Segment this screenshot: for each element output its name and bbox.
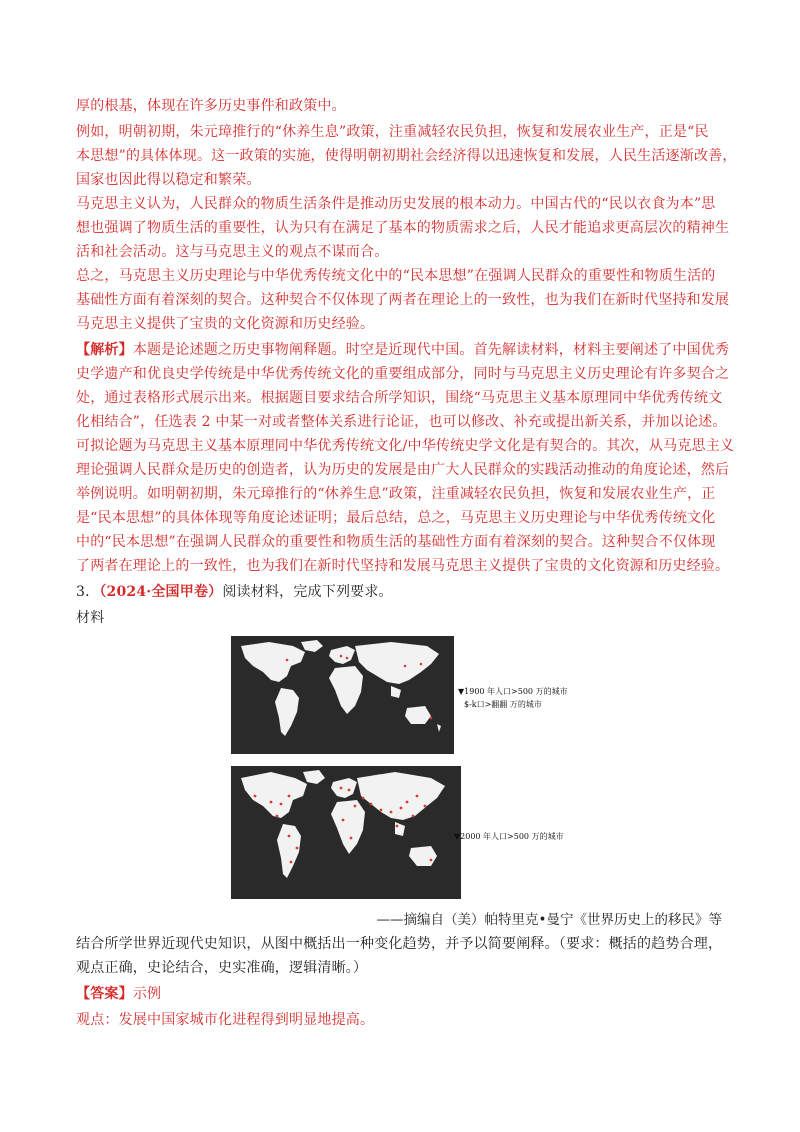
instruction-line: 观点正确，史论结合，史实准确，逻辑清晰。） xyxy=(76,960,368,976)
text-line: 想也强调了物质生活的重要性，认为只有在满足了基本的物质需求之后，人民才能追求更高层次的精神生 xyxy=(76,220,730,236)
text-line: 活和社会活动。这与马克思主义的观点不谋而合。 xyxy=(76,244,389,260)
analysis-tag: 【解析】 xyxy=(76,342,133,358)
question-line xyxy=(76,582,393,602)
text-line: 了两者在理论上的一致性，也为我们在新时代坚持和发展马克思主义提供了宝贵的文化资源和历史经验。 xyxy=(76,558,730,574)
text-line: 马克思主义提供了宝贵的文化资源和历史经验。 xyxy=(76,316,375,332)
text-line: 可拟论题为马克思主义基本原理同中华优秀传统文化/中华传统史学文化是有契合的。其次，从马克思主义 xyxy=(76,438,735,454)
map1-legend-2: $-k口>翻翻 万的城市 xyxy=(464,700,542,709)
map1-legend-1: ▼1900 年人口>500 万的城市 xyxy=(458,687,568,696)
text-line: 是“民本思想”的具体体现等角度论述证明；最后总结，总之，马克思主义历史理论与中华优秀传统文化 xyxy=(76,510,716,526)
text-line: 理论强调人民群众是历史的创造者，认为历史的发展是由广大人民群众的实践活动推动的角度论述，然后 xyxy=(76,462,730,478)
answer-viewpoint: 观点：发展中国家城市化进程得到明显地提高。 xyxy=(76,1012,375,1028)
text-line: 例如，明朝初期，朱元璋推行的“休养生息”政策，注重减轻农民负担，恢复和发展农业生产，正是“民 xyxy=(76,124,709,140)
world-map-2000 xyxy=(231,766,461,899)
map2-legend: ▼2000 年人口>500 万的城市 xyxy=(454,832,564,841)
answer-label: 示例 xyxy=(132,986,162,1002)
text-line: 本思想”的具体体现。这一政策的实施，使得明朝初期社会经济得以迅速恢复和发展，人民生活逐渐改善， xyxy=(76,148,737,164)
text-line: 处，通过表格形式展示出来。根据题目要求结合所学知识，围绕“马克思主义基本原理同中华优秀传统文 xyxy=(76,390,723,406)
question-source: （2024·全国甲卷） xyxy=(99,584,223,600)
question-number: 3． xyxy=(76,584,100,600)
text-line: 中的“民本思想”在强调人民群众的重要性和物质生活的基础性方面有着深刻的契合。这种契合不仅体现 xyxy=(76,534,716,550)
text-line: 基础性方面有着深刻的契合。这种契合不仅体现了两者在理论上的一致性，也为我们在新时代坚持和发展 xyxy=(76,292,730,308)
text-line: 马克思主义认为，人民群众的物质生活条件是推动历史发展的根本动力。中国古代的“民以衣食为本”思 xyxy=(76,196,716,212)
text-line: 厚的根基，体现在许多历史事件和政策中。 xyxy=(76,98,346,114)
answer-line xyxy=(76,984,161,1004)
citation: ——摘编自（美）帕特里克•曼宁《世界历史上的移民》等 xyxy=(376,912,722,928)
text-line: 史学遗产和优良史学传统是中华优秀传统文化的重要组成部分，同时与马克思主义历史理论有许多契合之 xyxy=(76,366,730,382)
answer-tag: 【答案】 xyxy=(76,986,133,1002)
instruction-line: 结合所学世界近现代史知识，从图中概括出一种变化趋势，并予以简要阐释。（要求：概括的趋势合理， xyxy=(76,936,723,952)
world-map-1900 xyxy=(231,636,454,754)
analysis-first-line xyxy=(76,340,729,360)
material-label: 材料 xyxy=(76,610,105,626)
text-line: 化相结合”，任选表 2 中某一对或者整体关系进行论证，也可以修改、补充或提出新关系，并加以论述。 xyxy=(76,414,727,430)
text-line: 总之，马克思主义历史理论与中华优秀传统文化中的“民本思想”在强调人民群众的重要性和物质生活的 xyxy=(76,268,716,284)
text-line: 国家也因此得以稳定和繁荣。 xyxy=(76,172,261,188)
analysis-text: 本题是论述题之历史事物阐释题。时空是近现代中国。首先解读材料，材料主要阐述了中国优秀 xyxy=(132,342,730,358)
text-line: 举例说明。如明朝初期，朱元璋推行的“休养生息”政策，注重减轻农民负担，恢复和发展农业生产，正 xyxy=(76,486,716,502)
question-text: 阅读材料，完成下列要求。 xyxy=(222,584,393,600)
